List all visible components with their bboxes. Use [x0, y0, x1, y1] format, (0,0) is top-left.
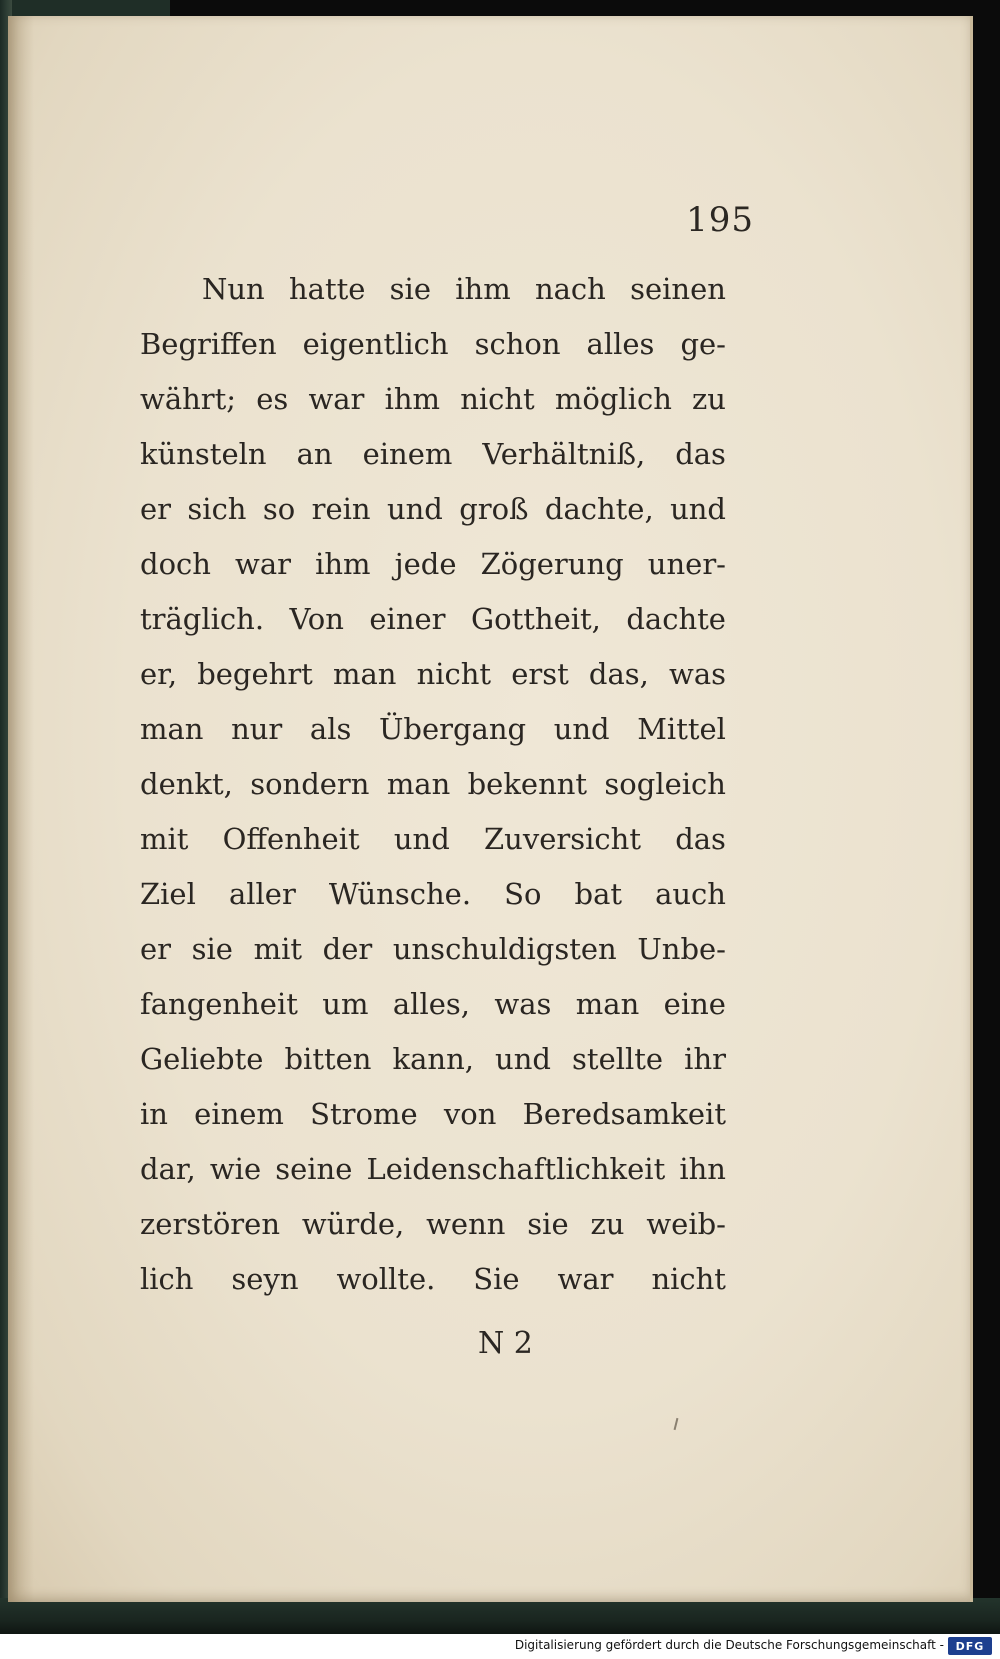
word: träglich.	[140, 602, 265, 636]
word: was	[494, 987, 552, 1021]
word: Zögerung	[480, 547, 624, 581]
word: würde,	[301, 1207, 405, 1241]
word: dachte,	[544, 492, 654, 526]
word: schon	[474, 327, 561, 361]
word: und	[670, 492, 726, 526]
word: zerstören	[140, 1207, 281, 1241]
word: ihm	[455, 272, 511, 306]
word: lich	[140, 1262, 194, 1296]
word: an	[296, 437, 333, 471]
word: von	[443, 1097, 497, 1131]
word: So	[504, 877, 542, 911]
word: wollte.	[336, 1262, 436, 1296]
word: das,	[588, 657, 649, 691]
word: und	[393, 822, 450, 856]
word: Begriffen	[140, 327, 277, 361]
body-text	[140, 262, 726, 1307]
word: zu	[692, 382, 726, 416]
word: seyn	[231, 1262, 299, 1296]
word: ihm	[315, 547, 371, 581]
word: war	[308, 382, 365, 416]
text-line	[140, 922, 726, 977]
word: ihr	[684, 1042, 726, 1076]
word: es	[256, 382, 289, 416]
word: Unbe-	[637, 932, 726, 966]
word: bat	[574, 877, 623, 911]
text-line	[140, 372, 726, 427]
text-line	[140, 317, 726, 372]
word: weib-	[646, 1207, 726, 1241]
word: war	[557, 1262, 614, 1296]
word: so	[262, 492, 296, 526]
word: alles	[586, 327, 655, 361]
word: sogleich	[604, 767, 726, 801]
word: eigentlich	[302, 327, 449, 361]
word: er	[140, 492, 172, 526]
word: Wünsche.	[328, 877, 472, 911]
word: als	[309, 712, 352, 746]
word: bekennt	[467, 767, 588, 801]
word: begehrt	[197, 657, 313, 691]
word: nicht	[416, 657, 492, 691]
word: ihn	[679, 1152, 726, 1186]
word: groß	[459, 492, 529, 526]
word: nach	[534, 272, 606, 306]
word: Geliebte	[140, 1042, 264, 1076]
word: denkt,	[140, 767, 233, 801]
word: sondern	[250, 767, 370, 801]
page-edge-stain	[8, 16, 34, 1602]
text-line	[140, 812, 726, 867]
word: einem	[194, 1097, 284, 1131]
word: seine	[275, 1152, 353, 1186]
dfg-logo-text: DFG	[955, 1639, 985, 1653]
text-line	[140, 1252, 726, 1307]
word: kann,	[392, 1042, 474, 1076]
word: was	[669, 657, 726, 691]
word: um	[322, 987, 369, 1021]
word: wie	[209, 1152, 262, 1186]
text-line	[140, 977, 726, 1032]
word: seinen	[630, 272, 726, 306]
word: einer	[369, 602, 446, 636]
text-line	[140, 867, 726, 922]
word: dar,	[140, 1152, 196, 1186]
funding-credit: Digitalisierung gefördert durch die Deutsche Forschungsgemeinschaft -	[514, 1638, 944, 1652]
word: einem	[362, 437, 453, 471]
word: möglich	[554, 382, 672, 416]
word: man	[575, 987, 640, 1021]
word: zu	[590, 1207, 625, 1241]
word: doch	[140, 547, 211, 581]
word: der	[322, 932, 373, 966]
text-line	[140, 1142, 726, 1197]
word: jede	[394, 547, 457, 581]
text-line	[140, 757, 726, 812]
word: nur	[231, 712, 283, 746]
word: Ziel	[140, 877, 196, 911]
word: Beredsamkeit	[522, 1097, 726, 1131]
word: das	[675, 437, 726, 471]
word: mit	[253, 932, 303, 966]
word: auch	[655, 877, 726, 911]
word: sie	[191, 932, 233, 966]
signature-mark: N 2	[478, 1326, 533, 1361]
word: eine	[663, 987, 726, 1021]
word: künsteln	[140, 437, 267, 471]
word: Gottheit,	[470, 602, 601, 636]
word: fangenheit	[140, 987, 298, 1021]
word: man	[140, 712, 204, 746]
text-line	[140, 1087, 726, 1142]
book-cover-bottom-edge	[0, 1598, 1000, 1634]
word: erst	[511, 657, 569, 691]
text-line	[140, 537, 726, 592]
word: bitten	[284, 1042, 372, 1076]
word: Verhältniß,	[482, 437, 646, 471]
word: mit	[140, 822, 189, 856]
text-line	[140, 592, 726, 647]
word: in	[140, 1097, 168, 1131]
word: und	[553, 712, 610, 746]
text-line	[140, 262, 726, 317]
text-line	[140, 427, 726, 482]
word: Von	[289, 602, 344, 636]
word: Übergang	[378, 712, 527, 746]
word: wenn	[426, 1207, 506, 1241]
dfg-logo	[948, 1637, 992, 1655]
text-line	[140, 702, 726, 757]
word: war	[235, 547, 292, 581]
word: stellte	[572, 1042, 664, 1076]
word: Leidenschaftlichkeit	[366, 1152, 666, 1186]
word: unschuldigsten	[392, 932, 617, 966]
word: sich	[187, 492, 247, 526]
word: er,	[140, 657, 178, 691]
book-cover-top-edge	[0, 0, 170, 16]
word: währt;	[140, 382, 237, 416]
page-number: 195	[686, 200, 754, 240]
word: aller	[228, 877, 296, 911]
text-line	[140, 647, 726, 702]
word: Sie	[473, 1262, 520, 1296]
word: ge-	[680, 327, 726, 361]
word: man	[332, 657, 397, 691]
word: alles,	[392, 987, 470, 1021]
word: ihm	[384, 382, 441, 416]
word: dachte	[626, 602, 726, 636]
word: uner-	[647, 547, 726, 581]
word: nicht	[651, 1262, 726, 1296]
word: Mittel	[637, 712, 726, 746]
text-line	[140, 1032, 726, 1087]
word: Strome	[310, 1097, 418, 1131]
word: nicht	[460, 382, 535, 416]
word: rein	[311, 492, 371, 526]
word: man	[386, 767, 451, 801]
word: das	[675, 822, 726, 856]
word: und	[386, 492, 443, 526]
word: und	[495, 1042, 551, 1076]
word: sie	[389, 272, 431, 306]
text-line	[140, 1197, 726, 1252]
text-line	[140, 482, 726, 537]
word: er	[140, 932, 172, 966]
word: sie	[527, 1207, 569, 1241]
word: hatte	[288, 272, 366, 306]
word: Nun	[202, 272, 265, 306]
word: Offenheit	[222, 822, 360, 856]
word: Zuversicht	[484, 822, 641, 856]
